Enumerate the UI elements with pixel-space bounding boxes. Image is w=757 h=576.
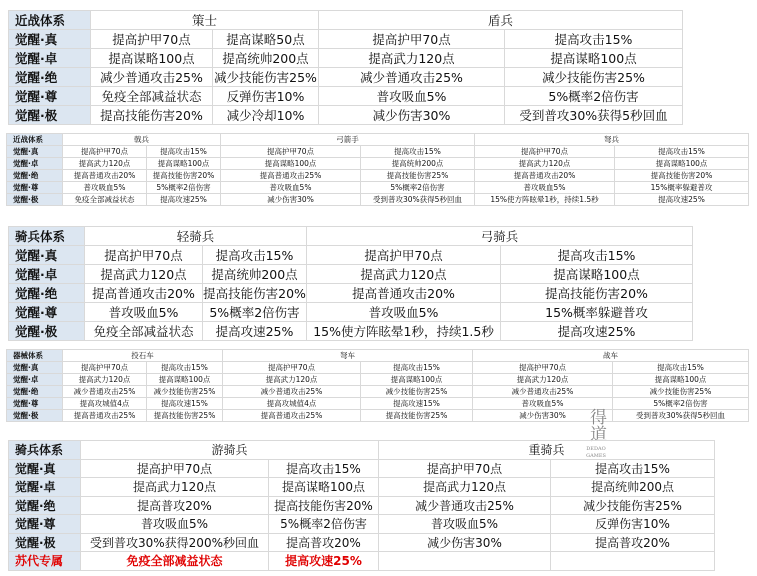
- unit-header: 战车: [473, 350, 749, 362]
- table-cell: 普攻吸血5%: [221, 182, 361, 194]
- table-row: [9, 459, 715, 478]
- table-cell: 提高武力120点: [379, 478, 551, 497]
- row-label: 觉醒·极: [9, 322, 85, 341]
- unit-header: 戟兵: [63, 134, 221, 146]
- table-cell: 反弹伤害10%: [551, 515, 715, 534]
- row-label: 觉醒·绝: [7, 170, 63, 182]
- table-cell: 提高护甲70点: [379, 459, 551, 478]
- table-cell: 提高普通攻击20%: [85, 284, 203, 303]
- unit-header: 弩车: [223, 350, 473, 362]
- table-cell: 提高技能伤害20%: [615, 170, 749, 182]
- table-cell: 提高统帅200点: [213, 49, 319, 68]
- system-title: 近战体系: [9, 11, 91, 30]
- table-cell: 减少普通攻击25%: [379, 496, 551, 515]
- table-cell: 减少伤害30%: [379, 533, 551, 552]
- table-cell: 减少技能伤害25%: [613, 386, 749, 398]
- table-row: [7, 386, 749, 398]
- table-cell: 反弹伤害10%: [213, 87, 319, 106]
- row-label: 觉醒·绝: [9, 496, 81, 515]
- table-row: [7, 398, 749, 410]
- table-cell: 提高谋略100点: [147, 158, 221, 170]
- row-label: 觉醒·极: [9, 533, 81, 552]
- table-cell: 提高武力120点: [85, 265, 203, 284]
- table-cell: 提高攻击15%: [361, 146, 475, 158]
- table-cell: 减少普通攻击25%: [223, 386, 361, 398]
- table-cell: 减少技能伤害25%: [505, 68, 683, 87]
- system-title: 器械体系: [7, 350, 63, 362]
- cavalry-table: [8, 226, 693, 341]
- table-row: [9, 49, 683, 68]
- table-row: [7, 374, 749, 386]
- table-cell: 普攻吸血5%: [85, 303, 203, 322]
- table-cell: 减少伤害30%: [473, 410, 613, 422]
- table-row: [9, 106, 683, 125]
- table-row: [9, 303, 693, 322]
- row-label: 觉醒·真: [7, 362, 63, 374]
- table-cell: 提高攻速25%: [147, 194, 221, 206]
- table-cell: 15%使方阵眩晕1秒，持续1.5秒: [307, 322, 501, 341]
- table-cell: 普攻吸血5%: [81, 515, 269, 534]
- table-header: [9, 441, 715, 460]
- table-cell: 提高攻城值4点: [63, 398, 147, 410]
- table-cell: 提高攻城值4点: [223, 398, 361, 410]
- table-cell: 免疫全部减益状态: [91, 87, 213, 106]
- table-cell: 提高攻击15%: [613, 362, 749, 374]
- table-cell-empty: [379, 552, 551, 571]
- unit-header: 弓骑兵: [307, 227, 693, 246]
- table-cell: 减少普通攻击25%: [63, 386, 147, 398]
- table-cell: 提高攻击15%: [269, 459, 379, 478]
- table-cell: 提高普攻20%: [269, 533, 379, 552]
- table-row: [7, 158, 749, 170]
- table-cell: 提高谋略100点: [269, 478, 379, 497]
- table-cell: 提高护甲70点: [91, 30, 213, 49]
- table-header: [7, 350, 749, 362]
- table-cell-exclusive: 提高攻速25%: [269, 552, 379, 571]
- row-label-exclusive: 苏代专属: [9, 552, 81, 571]
- table-cell: 提高谋略100点: [91, 49, 213, 68]
- unit-header: 投石车: [63, 350, 223, 362]
- row-label: 觉醒·极: [7, 410, 63, 422]
- row-label: 觉醒·真: [9, 459, 81, 478]
- table-cell: 免疫全部减益状态: [63, 194, 147, 206]
- table-cell: 普攻吸血5%: [475, 182, 615, 194]
- unit-header: 游骑兵: [81, 441, 379, 460]
- row-label: 觉醒·绝: [7, 386, 63, 398]
- table-row: [9, 533, 715, 552]
- table-row: [7, 194, 749, 206]
- table-cell: 提高统帅200点: [361, 158, 475, 170]
- table-cell: 5%概率2倍伤害: [505, 87, 683, 106]
- table-header: [9, 227, 693, 246]
- table-cell: 提高谋略100点: [505, 49, 683, 68]
- table-cell: 提高谋略100点: [615, 158, 749, 170]
- table-row: [7, 146, 749, 158]
- table-row: [9, 246, 693, 265]
- table-cell: 提高普通攻击25%: [221, 170, 361, 182]
- table-cell: 减少技能伤害25%: [213, 68, 319, 87]
- table-row: [9, 68, 683, 87]
- table-cell: 提高护甲70点: [223, 362, 361, 374]
- table-cell: 提高谋略50点: [213, 30, 319, 49]
- unit-header: 策士: [91, 11, 319, 30]
- table-cell: 提高攻速25%: [615, 194, 749, 206]
- table-cell-exclusive: 免疫全部减益状态: [81, 552, 269, 571]
- system-title: 近战体系: [7, 134, 63, 146]
- table-cell-empty: [551, 552, 715, 571]
- table-cell: 提高技能伤害25%: [361, 170, 475, 182]
- table-cell: 15%概率躲避普攻: [615, 182, 749, 194]
- table-cell: 提高攻速25%: [203, 322, 307, 341]
- table-cell: 提高攻击15%: [147, 146, 221, 158]
- watermark-chars: 得道: [586, 408, 606, 442]
- table-row-exclusive: [9, 552, 715, 571]
- table-cell: 提高技能伤害25%: [361, 410, 473, 422]
- row-label: 觉醒·真: [9, 30, 91, 49]
- table-row: [9, 496, 715, 515]
- unit-header: 弓箭手: [221, 134, 475, 146]
- table-cell: 减少技能伤害25%: [551, 496, 715, 515]
- table-cell: 受到普攻30%获得5秒回血: [613, 410, 749, 422]
- table-cell: 免疫全部减益状态: [85, 322, 203, 341]
- table-cell: 提高攻击15%: [505, 30, 683, 49]
- table-cell: 受到普攻30%获得5秒回血: [505, 106, 683, 125]
- table-cell: 减少伤害30%: [319, 106, 505, 125]
- table-cell: 提高谋略100点: [501, 265, 693, 284]
- siege-table: [6, 349, 749, 422]
- row-label: 觉醒·尊: [9, 87, 91, 106]
- table-cell: 提高武力120点: [81, 478, 269, 497]
- row-label: 觉醒·卓: [9, 265, 85, 284]
- table-cell: 提高统帅200点: [203, 265, 307, 284]
- close-combat-table-2: [6, 133, 749, 206]
- table-row: [9, 515, 715, 534]
- table-cell: 提高护甲70点: [319, 30, 505, 49]
- row-label: 觉醒·绝: [9, 284, 85, 303]
- table-cell: 提高普通攻击25%: [223, 410, 361, 422]
- table-row: [7, 170, 749, 182]
- table-cell: 减少技能伤害25%: [361, 386, 473, 398]
- table-cell: 提高武力120点: [307, 265, 501, 284]
- table-cell: 提高攻击15%: [551, 459, 715, 478]
- table-cell: 受到普攻30%获得200%秒回血: [81, 533, 269, 552]
- table-cell: 提高护甲70点: [475, 146, 615, 158]
- table-cell: 提高技能伤害20%: [501, 284, 693, 303]
- row-label: 觉醒·尊: [9, 515, 81, 534]
- table-cell: 提高攻击15%: [615, 146, 749, 158]
- table-header: [7, 134, 749, 146]
- unit-header: 重骑兵: [379, 441, 715, 460]
- ranger-cavalry-table: [8, 440, 715, 571]
- table-cell: 提高谋略100点: [221, 158, 361, 170]
- table-cell: 提高普攻20%: [551, 533, 715, 552]
- table-cell: 5%概率2倍伤害: [147, 182, 221, 194]
- table-cell: 提高武力120点: [63, 374, 147, 386]
- table-cell: 减少普通攻击25%: [319, 68, 505, 87]
- table-cell: 普攻吸血5%: [473, 398, 613, 410]
- table-cell: 提高技能伤害25%: [147, 410, 223, 422]
- table-cell: 普攻吸血5%: [307, 303, 501, 322]
- unit-header: 弩兵: [475, 134, 749, 146]
- table-cell: 减少技能伤害25%: [147, 386, 223, 398]
- table-cell: 15%使方阵眩晕1秒，持续1.5秒: [475, 194, 615, 206]
- table-cell: 提高武力120点: [473, 374, 613, 386]
- system-title: 骑兵体系: [9, 227, 85, 246]
- table-row: [7, 362, 749, 374]
- table-cell: 提高攻速15%: [361, 398, 473, 410]
- table-cell: 提高技能伤害20%: [269, 496, 379, 515]
- table-cell: 普攻吸血5%: [319, 87, 505, 106]
- table-row: [9, 322, 693, 341]
- table-cell: 提高武力120点: [475, 158, 615, 170]
- table-cell: 提高攻击15%: [501, 246, 693, 265]
- table-cell: 5%概率2倍伤害: [361, 182, 475, 194]
- table-cell: 提高技能伤害20%: [91, 106, 213, 125]
- table-cell: 提高武力120点: [319, 49, 505, 68]
- table-cell: 提高护甲70点: [307, 246, 501, 265]
- table-cell: 受到普攻30%获得5秒回血: [361, 194, 475, 206]
- table-cell: 提高普攻20%: [81, 496, 269, 515]
- table-cell: 减少普通攻击25%: [91, 68, 213, 87]
- table-row: [9, 30, 683, 49]
- table-cell: 5%概率2倍伤害: [269, 515, 379, 534]
- close-combat-table: [8, 10, 683, 125]
- table-cell: 提高普通攻击25%: [63, 410, 147, 422]
- row-label: 觉醒·极: [9, 106, 91, 125]
- table-row: [9, 265, 693, 284]
- table-cell: 普攻吸血5%: [379, 515, 551, 534]
- table-cell: 提高谋略100点: [361, 374, 473, 386]
- table-cell: 提高武力120点: [223, 374, 361, 386]
- table-cell: 提高谋略100点: [613, 374, 749, 386]
- table-cell: 提高攻击15%: [147, 362, 223, 374]
- table-cell: 提高护甲70点: [63, 362, 147, 374]
- table-cell: 提高武力120点: [63, 158, 147, 170]
- table-cell: 提高攻击15%: [203, 246, 307, 265]
- row-label: 觉醒·极: [7, 194, 63, 206]
- table-cell: 提高技能伤害20%: [203, 284, 307, 303]
- table-cell: 提高技能伤害20%: [147, 170, 221, 182]
- row-label: 觉醒·尊: [7, 398, 63, 410]
- table-cell: 提高攻速25%: [501, 322, 693, 341]
- table-cell: 提高护甲70点: [63, 146, 147, 158]
- row-label: 觉醒·卓: [9, 49, 91, 68]
- table-cell: 5%概率2倍伤害: [203, 303, 307, 322]
- row-label: 觉醒·卓: [7, 374, 63, 386]
- table-cell: 提高护甲70点: [85, 246, 203, 265]
- watermark-sub: DEDAO GAMES: [586, 446, 606, 459]
- row-label: 觉醒·真: [9, 246, 85, 265]
- table-cell: 提高普通攻击20%: [307, 284, 501, 303]
- table-cell: 提高谋略100点: [147, 374, 223, 386]
- table-cell: 提高护甲70点: [221, 146, 361, 158]
- table-cell: 15%概率躲避普攻: [501, 303, 693, 322]
- system-title: 骑兵体系: [9, 441, 81, 460]
- row-label: 觉醒·真: [7, 146, 63, 158]
- table-cell: 减少伤害30%: [221, 194, 361, 206]
- table-cell: 提高护甲70点: [81, 459, 269, 478]
- table-cell: 提高攻速15%: [147, 398, 223, 410]
- row-label: 觉醒·卓: [9, 478, 81, 497]
- table-cell: 提高普通攻击20%: [475, 170, 615, 182]
- table-cell: 提高统帅200点: [551, 478, 715, 497]
- table-row: [7, 410, 749, 422]
- table-header: [9, 11, 683, 30]
- row-label: 觉醒·尊: [7, 182, 63, 194]
- unit-header: 轻骑兵: [85, 227, 307, 246]
- table-cell: 5%概率2倍伤害: [613, 398, 749, 410]
- table-cell: 提高攻击15%: [361, 362, 473, 374]
- table-row: [9, 284, 693, 303]
- table-row: [9, 87, 683, 106]
- table-cell: 减少普通攻击25%: [473, 386, 613, 398]
- table-row: [9, 478, 715, 497]
- row-label: 觉醒·尊: [9, 303, 85, 322]
- table-cell: 提高护甲70点: [473, 362, 613, 374]
- table-cell: 减少冷却10%: [213, 106, 319, 125]
- row-label: 觉醒·卓: [7, 158, 63, 170]
- table-cell: 提高普通攻击20%: [63, 170, 147, 182]
- table-row: [7, 182, 749, 194]
- unit-header: 盾兵: [319, 11, 683, 30]
- row-label: 觉醒·绝: [9, 68, 91, 87]
- table-cell: 普攻吸血5%: [63, 182, 147, 194]
